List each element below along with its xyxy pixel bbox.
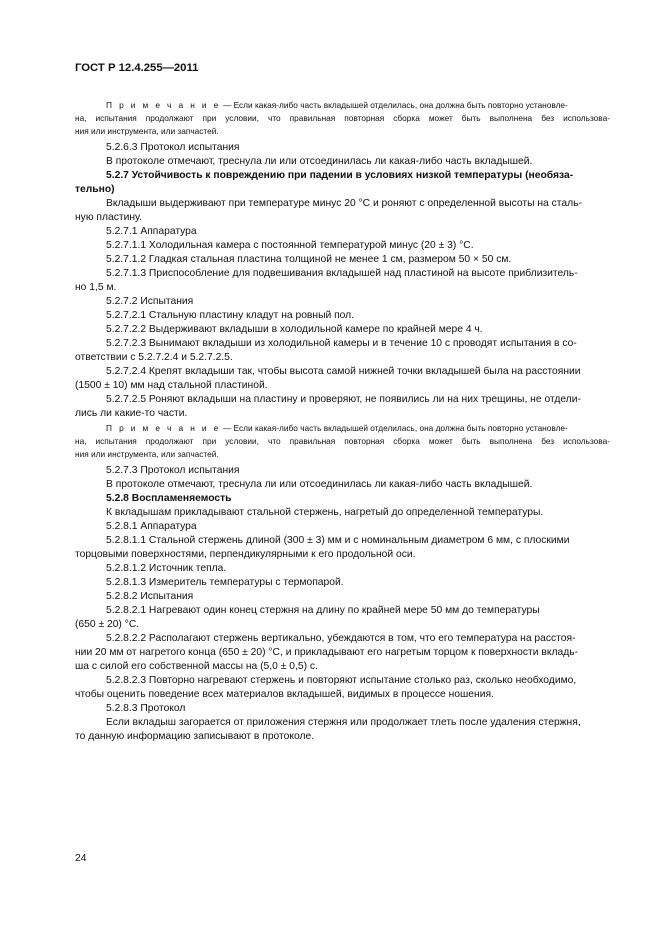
clause-heading: 5.2.8.2 Испытания <box>106 591 194 602</box>
clause-line: торцовыми поверхностями, перпендикулярными к его продольной оси. <box>75 549 416 560</box>
note-label: П р и м е ч а н и е <box>106 100 221 110</box>
clause-line: 5.2.7.2.2 Выдерживают вкладыши в холодильной камере по крайней мере 4 ч. <box>106 324 483 335</box>
note-line: ния или инструмента, или запчастей. <box>75 126 219 136</box>
clause-line: 5.2.7.2.5 Роняют вкладыши на пластину и проверяют, не появились ли на них трещины, не отдели- <box>106 394 581 405</box>
note-line <box>106 100 568 110</box>
clause-line: 5.2.8.2.2 Располагают стержень вертикально, убеждаются в том, что его температура на расстоя- <box>106 633 576 644</box>
clause-line: но 1,5 м. <box>75 282 117 293</box>
clause-line: лись ли какие-то части. <box>75 408 188 419</box>
paragraph-line: Если вкладыш загорается от приложения стержня или продолжает тлеть после удаления стержня, <box>106 717 581 728</box>
paragraph-line: ную пластину. <box>75 212 143 223</box>
note-line: на, испытания продолжают при условии, что правильная повторная сборка может быть выполнена без использова- <box>75 113 610 123</box>
clause-heading: 5.2.7.2 Испытания <box>106 296 194 307</box>
clause-line: 5.2.7.2.4 Крепят вкладыши так, чтобы высота самой нижней точки вкладышей была на расстоянии <box>106 366 581 377</box>
note-line: ния или инструмента, или запчастей. <box>75 449 219 459</box>
section-heading: 5.2.8 Воспламеняемость <box>106 493 232 504</box>
clause-line: 5.2.8.2.1 Нагревают один конец стержня на длину по крайней мере 50 мм до температуры <box>106 605 540 616</box>
paragraph-line: Вкладыши выдерживают при температуре минус 20 °С и роняют с определенной высоты на сталь- <box>106 198 582 209</box>
note-text: — Если какая-либо часть вкладышей отделилась, она должна быть повторно установле- <box>222 100 568 110</box>
clause-heading: 5.2.8.1 Аппаратура <box>106 521 197 532</box>
clause-line: чтобы оценить поведение всех материалов вкладышей, видимых в процессе ношения. <box>75 689 494 700</box>
note-line: на, испытания продолжают при условии, что правильная повторная сборка может быть выполнена без использова- <box>75 436 610 446</box>
note-line <box>106 423 568 433</box>
clause-line: 5.2.7.1.2 Гладкая стальная пластина толщиной не менее 1 см, размером 50 × 50 см. <box>106 254 512 265</box>
clause-line: 5.2.7.2.3 Вынимают вкладыши из холодильной камеры и в течение 10 с проводят испытания в со- <box>106 338 577 349</box>
note-text: — Если какая-либо часть вкладышей отделилась, она должна быть повторно установле- <box>222 423 568 433</box>
section-heading: тельно) <box>75 184 115 195</box>
clause-line: ша с силой его собственной массы на (5,0 ± 0,5) с. <box>75 661 318 672</box>
clause-line: 5.2.7.2.1 Стальную пластину кладут на ровный пол. <box>106 310 355 321</box>
clause-heading: 5.2.7.1 Аппаратура <box>106 226 197 237</box>
page-number: 24 <box>75 853 87 864</box>
clause-line: 5.2.8.2.3 Повторно нагревают стержень и повторяют испытание столько раз, сколько необходимо, <box>106 675 577 686</box>
clause-heading: 5.2.7.3 Протокол испытания <box>106 465 240 476</box>
paragraph-line: К вкладышам прикладывают стальной стержень, нагретый до определенной температуры. <box>106 507 544 518</box>
clause-line: ответствии с 5.2.7.2.4 и 5.2.7.2.5. <box>75 352 233 363</box>
paragraph-line: то данную информацию записывают в протоколе. <box>75 731 315 742</box>
clause-line: (1500 ± 10) мм над стальной пластиной. <box>75 380 268 391</box>
paragraph-line: В протоколе отмечают, треснула ли или отсоединилась ли какая-либо часть вкладышей. <box>106 156 533 167</box>
clause-line: 5.2.8.1.2 Источник тепла. <box>106 563 227 574</box>
clause-line: 5.2.7.1.3 Приспособление для подвешивания вкладышей над пластиной на высоте приблизитель- <box>106 268 578 279</box>
note-label: П р и м е ч а н и е <box>106 423 221 433</box>
clause-heading: 5.2.8.3 Протокол <box>106 703 186 714</box>
section-heading: 5.2.7 Устойчивость к повреждению при падении в условиях низкой температуры (необяза- <box>106 170 574 181</box>
clause-line: 5.2.8.1.1 Стальной стержень длиной (300 ± 3) мм и с номинальным диаметром 6 мм, с плоскими <box>106 535 570 546</box>
document-header: ГОСТ Р 12.4.255—2011 <box>75 62 199 74</box>
clause-line: (650 ± 20) °С. <box>75 619 140 630</box>
paragraph-line: В протоколе отмечают, треснула ли или отсоединилась ли какая-либо часть вкладышей. <box>106 479 533 490</box>
clause-line: 5.2.7.1.1 Холодильная камера с постоянной температурой минус (20 ± 3) °С. <box>106 240 474 251</box>
clause-line: 5.2.8.1.3 Измеритель температуры с термопарой. <box>106 577 344 588</box>
clause-heading: 5.2.6.3 Протокол испытания <box>106 142 240 153</box>
clause-line: нии 20 мм от нагретого конца (650 ± 20) °С, и прикладывают его нагретым торцом к поверхности вкладь- <box>75 647 578 658</box>
